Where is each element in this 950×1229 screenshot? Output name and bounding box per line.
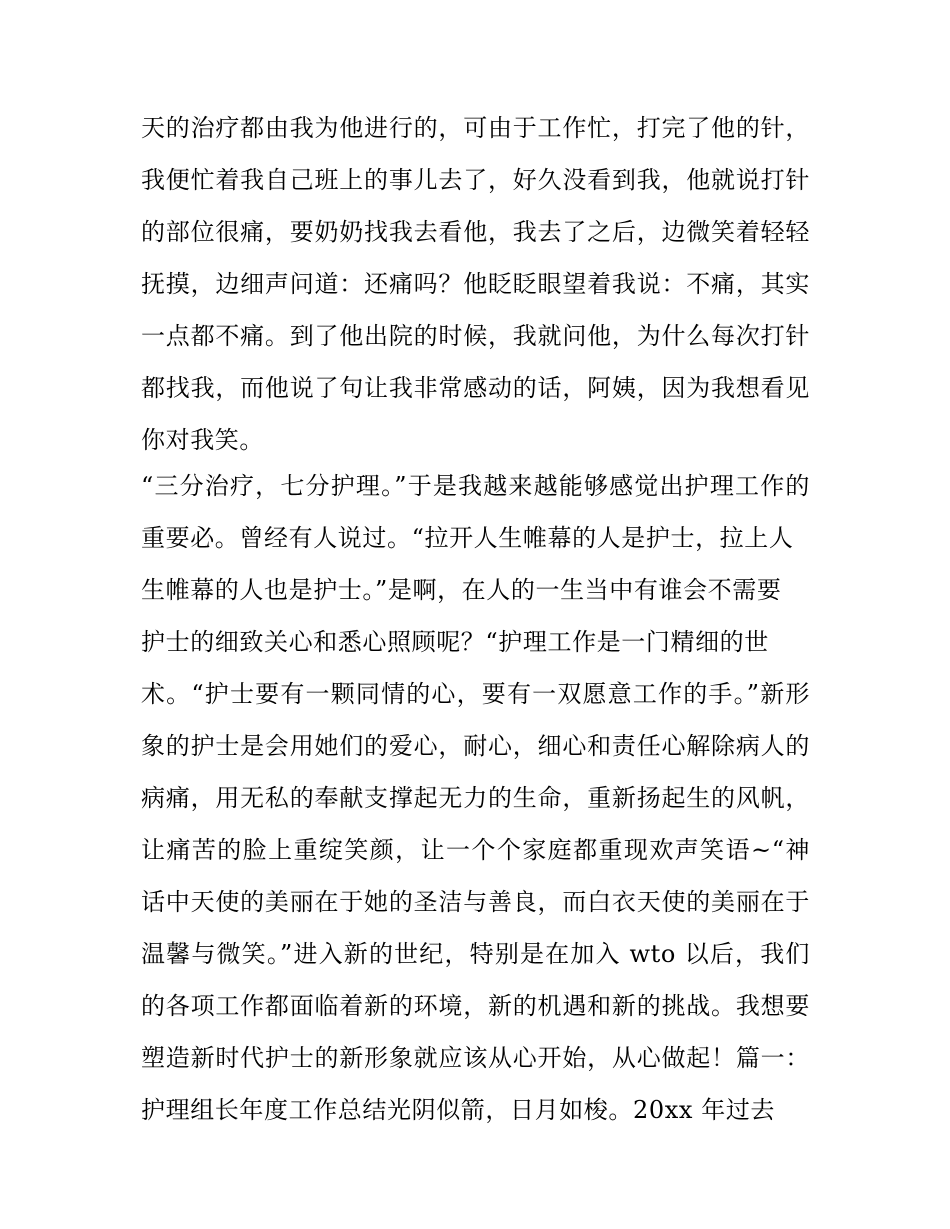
text-line: 象的护士是会用她们的爱心，耐心，细心和责任心解除病人的 [141, 732, 810, 760]
text-line: 塑造新时代护士的新形象就应该从心开始，从心做起！篇一： [141, 1044, 810, 1072]
text-line: 我便忙着我自己班上的事儿去了，好久没看到我，他就说打针 [141, 166, 810, 194]
text-line: 护士的细致关心和悉心照顾呢？“护理工作是一门精细的世 [141, 628, 769, 656]
text-line: 一点都不痛。到了他出院的时候，我就问他，为什么每次打针 [141, 322, 810, 350]
text-line: 病痛，用无私的奉献支撑起无力的生命，重新扬起生的风帆， [141, 784, 810, 812]
text-line: 都找我，而他说了句让我非常感动的话，阿姨，因为我想看见 [141, 374, 810, 402]
text-line: 生帷幕的人也是护士。”是啊，在人的一生当中有谁会不需要 [141, 576, 782, 604]
text-line: 话中天使的美丽在于她的圣洁与善良，而白衣天使的美丽在于 [141, 888, 810, 916]
text-line: 护理组长年度工作总结光阴似箭，日月如梭。20xx 年过去 [141, 1096, 776, 1124]
text-line: “三分治疗，七分护理。”于是我越来越能够感觉出护理工作的 [141, 472, 810, 500]
text-line: 让痛苦的脸上重绽笑颜，让一个个家庭都重现欢声笑语~“神 [141, 836, 810, 864]
text-line: 你对我笑。 [141, 426, 264, 454]
text-line: 温馨与微笑。”进入新的世纪，特别是在加入 wto 以后，我们 [141, 940, 810, 968]
text-line: 重要必。曾经有人说过。“拉开人生帷幕的人是护士，拉上人 [141, 524, 794, 552]
text-line: 的各项工作都面临着新的环境，新的机遇和新的挑战。我想要 [141, 992, 810, 1020]
text-line: 天的治疗都由我为他进行的，可由于工作忙，打完了他的针， [141, 114, 810, 142]
text-line: 抚摸，边细声问道：还痛吗？他眨眨眼望着我说：不痛，其实 [141, 270, 810, 298]
text-line: 的部位很痛，要奶奶找我去看他，我去了之后，边微笑着轻轻 [141, 218, 810, 246]
text-line: 术。“护士要有一颗同情的心，要有一双愿意工作的手。”新形 [141, 680, 810, 708]
